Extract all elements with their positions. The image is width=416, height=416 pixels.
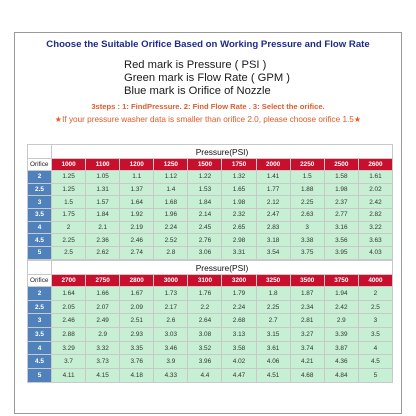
flow-rate-cell: 1.76	[188, 287, 222, 301]
orifice-cell: 3.5	[28, 209, 52, 222]
orifice-column-header: Orifice	[28, 159, 52, 171]
pressure-header-cell: 2700	[52, 275, 86, 287]
flow-rate-cell: 1.61	[358, 171, 392, 184]
pressure-header-cell: 3500	[290, 275, 324, 287]
orifice-cell: 4	[28, 341, 52, 355]
flow-rate-cell: 3.31	[222, 247, 256, 260]
orifice-table-high-pressure	[27, 260, 393, 383]
flow-rate-cell: 2.12	[256, 196, 290, 209]
page-title: Choose the Suitable Orifice Based on Working Pressure and Flow Rate	[46, 39, 370, 50]
flow-rate-cell: 1.37	[120, 183, 154, 196]
flow-rate-cell: 3.96	[188, 355, 222, 369]
pressure-header-cell: 1750	[222, 159, 256, 171]
flow-rate-cell: 1.84	[86, 209, 120, 222]
table-row	[28, 314, 393, 328]
table-row	[28, 209, 393, 222]
orifice-cell: 2.5	[28, 300, 52, 314]
flow-rate-cell: 2.88	[52, 328, 86, 342]
flow-rate-cell: 2.25	[52, 234, 86, 247]
flow-rate-cell: 3.18	[256, 234, 290, 247]
flow-rate-cell: 1.87	[290, 287, 324, 301]
flow-rate-cell: 1.53	[188, 183, 222, 196]
pressure-caption: Pressure(PSI)	[52, 261, 393, 275]
flow-rate-cell: 3.56	[324, 234, 358, 247]
flow-rate-cell: 3.46	[154, 341, 188, 355]
flow-rate-cell: 1.64	[120, 196, 154, 209]
flow-rate-cell: 3	[290, 221, 324, 234]
flow-rate-cell: 1.31	[86, 183, 120, 196]
pressure-header-row	[28, 275, 393, 287]
flow-rate-cell: 2.24	[222, 300, 256, 314]
flow-rate-cell: 2.02	[358, 183, 392, 196]
pressure-header-cell: 4000	[358, 275, 392, 287]
flow-rate-cell: 4.36	[324, 355, 358, 369]
flow-rate-cell: 2.09	[120, 300, 154, 314]
flow-rate-cell: 2.9	[324, 314, 358, 328]
orifice-cell: 4.5	[28, 234, 52, 247]
flow-rate-cell: 2	[358, 287, 392, 301]
flow-rate-cell: 1.96	[154, 209, 188, 222]
flow-rate-cell: 1.12	[154, 171, 188, 184]
flow-rate-cell: 4.84	[324, 369, 358, 383]
table-row	[28, 341, 393, 355]
flow-rate-cell: 2.62	[86, 247, 120, 260]
flow-rate-cell: 3.58	[222, 341, 256, 355]
flow-rate-cell: 3.27	[290, 328, 324, 342]
pressure-header-cell: 2000	[256, 159, 290, 171]
table-row	[28, 355, 393, 369]
flow-rate-cell: 3.06	[188, 247, 222, 260]
flow-rate-cell: 2.81	[290, 314, 324, 328]
flow-rate-cell: 3.63	[358, 234, 392, 247]
flow-rate-cell: 1.22	[188, 171, 222, 184]
flow-rate-cell: 2.36	[86, 234, 120, 247]
flow-rate-cell: 5	[358, 369, 392, 383]
pressure-header-cell: 2250	[290, 159, 324, 171]
flow-rate-cell: 2.46	[52, 314, 86, 328]
flow-rate-cell: 1.58	[324, 171, 358, 184]
flow-rate-cell: 3.35	[120, 341, 154, 355]
orifice-cell: 3	[28, 314, 52, 328]
flow-rate-cell: 2.52	[154, 234, 188, 247]
orifice-cell: 3.5	[28, 328, 52, 342]
flow-rate-cell: 2.9	[86, 328, 120, 342]
flow-rate-cell: 3.08	[188, 328, 222, 342]
flow-rate-cell: 2.07	[86, 300, 120, 314]
flow-rate-cell: 4.5	[358, 355, 392, 369]
flow-rate-cell: 4.51	[256, 369, 290, 383]
flow-rate-cell: 2.76	[188, 234, 222, 247]
flow-rate-cell: 4.15	[86, 369, 120, 383]
flow-rate-cell: 2.24	[154, 221, 188, 234]
table-caption-row	[28, 145, 393, 159]
flow-rate-cell: 3.15	[256, 328, 290, 342]
flow-rate-cell: 3.32	[86, 341, 120, 355]
table-row	[28, 196, 393, 209]
flow-rate-cell: 2.32	[222, 209, 256, 222]
pressure-caption: Pressure(PSI)	[52, 145, 393, 159]
flow-rate-cell: 1.05	[86, 171, 120, 184]
flow-rate-cell: 2.1	[86, 221, 120, 234]
flow-rate-cell: 1.94	[324, 287, 358, 301]
flow-rate-cell: 4	[358, 341, 392, 355]
flow-rate-cell: 1.92	[120, 209, 154, 222]
pressure-header-cell: 3200	[222, 275, 256, 287]
flow-rate-cell: 3.75	[290, 247, 324, 260]
orifice-cell: 4	[28, 221, 52, 234]
flow-rate-cell: 2	[52, 221, 86, 234]
flow-rate-cell: 4.02	[222, 355, 256, 369]
pressure-header-row	[28, 159, 393, 171]
flow-rate-cell: 2.82	[358, 209, 392, 222]
flow-rate-cell: 4.03	[358, 247, 392, 260]
pressure-header-cell: 2500	[324, 159, 358, 171]
flow-rate-cell: 2.47	[256, 209, 290, 222]
flow-rate-cell: 1.84	[188, 196, 222, 209]
legend-pressure: Red mark is Pressure ( PSI )	[124, 59, 267, 71]
table-row	[28, 287, 393, 301]
flow-rate-cell: 3.29	[52, 341, 86, 355]
flow-rate-cell: 2.37	[324, 196, 358, 209]
pressure-header-cell: 1000	[52, 159, 86, 171]
orifice-notice: ★If your pressure washer data is smaller than orifice 2.0, please choose orifice 1.5★	[54, 115, 362, 124]
flow-rate-cell: 3.13	[222, 328, 256, 342]
flow-rate-cell: 4.18	[120, 369, 154, 383]
table-row	[28, 369, 393, 383]
pressure-header-cell: 3100	[188, 275, 222, 287]
orifice-cell: 5	[28, 369, 52, 383]
flow-rate-cell: 1.73	[154, 287, 188, 301]
flow-rate-cell: 2.63	[290, 209, 324, 222]
flow-rate-cell: 2.2	[188, 300, 222, 314]
flow-rate-cell: 3.5	[358, 328, 392, 342]
flow-rate-cell: 2.68	[222, 314, 256, 328]
flow-rate-cell: 2.25	[256, 300, 290, 314]
orifice-column-header: Orifice	[28, 275, 52, 287]
pressure-header-cell: 1500	[188, 159, 222, 171]
flow-rate-cell: 3.73	[86, 355, 120, 369]
caption-spacer	[28, 145, 52, 159]
pressure-header-cell: 3000	[154, 275, 188, 287]
flow-rate-cell: 1.98	[324, 183, 358, 196]
flow-rate-cell: 2.14	[188, 209, 222, 222]
flow-rate-cell: 3.76	[120, 355, 154, 369]
orifice-cell: 4.5	[28, 355, 52, 369]
flow-rate-cell: 1.41	[256, 171, 290, 184]
flow-rate-cell: 1.98	[222, 196, 256, 209]
table-caption-row	[28, 261, 393, 275]
flow-rate-cell: 1.67	[120, 287, 154, 301]
flow-rate-cell: 1.32	[222, 171, 256, 184]
flow-rate-cell: 2.45	[188, 221, 222, 234]
flow-rate-cell: 1.4	[154, 183, 188, 196]
flow-rate-cell: 2.5	[52, 247, 86, 260]
flow-rate-cell: 2.6	[154, 314, 188, 328]
flow-rate-cell: 1.88	[290, 183, 324, 196]
flow-rate-cell: 3.52	[188, 341, 222, 355]
flow-rate-cell: 3.22	[358, 221, 392, 234]
flow-rate-cell: 3.16	[324, 221, 358, 234]
pressure-header-cell: 2600	[358, 159, 392, 171]
flow-rate-cell: 2.42	[324, 300, 358, 314]
table-row	[28, 183, 393, 196]
flow-rate-cell: 4.11	[52, 369, 86, 383]
flow-rate-cell: 1.8	[256, 287, 290, 301]
legend	[124, 59, 290, 98]
flow-rate-cell: 1.1	[120, 171, 154, 184]
flow-rate-cell: 1.66	[86, 287, 120, 301]
flow-rate-cell: 1.64	[52, 287, 86, 301]
legend-orifice: Blue mark is Orifice of Nozzle	[124, 85, 271, 97]
flow-rate-cell: 2.34	[290, 300, 324, 314]
flow-rate-cell: 3.54	[256, 247, 290, 260]
pressure-header-cell: 2750	[86, 275, 120, 287]
flow-rate-cell: 3	[358, 314, 392, 328]
pressure-header-cell: 1200	[120, 159, 154, 171]
flow-rate-cell: 1.5	[52, 196, 86, 209]
orifice-cell: 2	[28, 287, 52, 301]
flow-rate-cell: 4.33	[154, 369, 188, 383]
pressure-header-cell: 1100	[86, 159, 120, 171]
flow-rate-cell: 1.25	[52, 183, 86, 196]
flow-rate-cell: 2.98	[222, 234, 256, 247]
table-row	[28, 221, 393, 234]
pressure-header-cell: 3250	[256, 275, 290, 287]
flow-rate-cell: 2.64	[188, 314, 222, 328]
flow-rate-cell: 2.8	[154, 247, 188, 260]
flow-rate-cell: 1.57	[86, 196, 120, 209]
flow-rate-cell: 3.03	[154, 328, 188, 342]
legend-flow: Green mark is Flow Rate ( GPM )	[124, 72, 290, 84]
table-row	[28, 328, 393, 342]
flow-rate-cell: 2.7	[256, 314, 290, 328]
flow-rate-cell: 2.25	[290, 196, 324, 209]
flow-rate-cell: 3.9	[154, 355, 188, 369]
flow-rate-cell: 3.39	[324, 328, 358, 342]
table-row	[28, 300, 393, 314]
flow-rate-cell: 2.65	[222, 221, 256, 234]
flow-rate-cell: 4.06	[256, 355, 290, 369]
flow-rate-cell: 3.87	[324, 341, 358, 355]
orifice-table-low-pressure	[27, 144, 393, 260]
flow-rate-cell: 2.77	[324, 209, 358, 222]
flow-rate-cell: 2.46	[120, 234, 154, 247]
orifice-cell: 3	[28, 196, 52, 209]
orifice-cell: 2.5	[28, 183, 52, 196]
flow-rate-cell: 2.5	[358, 300, 392, 314]
orifice-cell: 5	[28, 247, 52, 260]
flow-rate-cell: 4.4	[188, 369, 222, 383]
flow-rate-cell: 2.51	[120, 314, 154, 328]
flow-rate-cell: 2.74	[120, 247, 154, 260]
pressure-header-cell: 1250	[154, 159, 188, 171]
flow-rate-cell: 3.38	[290, 234, 324, 247]
flow-rate-cell: 2.42	[358, 196, 392, 209]
table-row	[28, 247, 393, 260]
steps-instructions: 3steps : 1: FindPressure. 2: Find Flow Rate . 3: Select the orifice.	[91, 102, 325, 111]
flow-rate-cell: 2.49	[86, 314, 120, 328]
flow-rate-cell: 3.61	[256, 341, 290, 355]
flow-rate-cell: 1.25	[52, 171, 86, 184]
pressure-header-cell: 3750	[324, 275, 358, 287]
flow-rate-cell: 1.75	[52, 209, 86, 222]
flow-rate-cell: 4.68	[290, 369, 324, 383]
orifice-cell: 2	[28, 171, 52, 184]
flow-rate-cell: 3.74	[290, 341, 324, 355]
flow-rate-cell: 4.21	[290, 355, 324, 369]
flow-rate-cell: 1.68	[154, 196, 188, 209]
table-row	[28, 234, 393, 247]
flow-rate-cell: 2.05	[52, 300, 86, 314]
flow-rate-cell: 2.93	[120, 328, 154, 342]
table-row	[28, 171, 393, 184]
flow-rate-cell: 2.83	[256, 221, 290, 234]
caption-spacer	[28, 261, 52, 275]
flow-rate-cell: 1.77	[256, 183, 290, 196]
flow-rate-cell: 2.19	[120, 221, 154, 234]
pressure-header-cell: 2800	[120, 275, 154, 287]
flow-rate-cell: 4.47	[222, 369, 256, 383]
flow-rate-cell: 3.95	[324, 247, 358, 260]
flow-rate-cell: 1.79	[222, 287, 256, 301]
flow-rate-cell: 1.5	[290, 171, 324, 184]
flow-rate-cell: 1.65	[222, 183, 256, 196]
flow-rate-cell: 3.7	[52, 355, 86, 369]
flow-rate-cell: 2.17	[154, 300, 188, 314]
